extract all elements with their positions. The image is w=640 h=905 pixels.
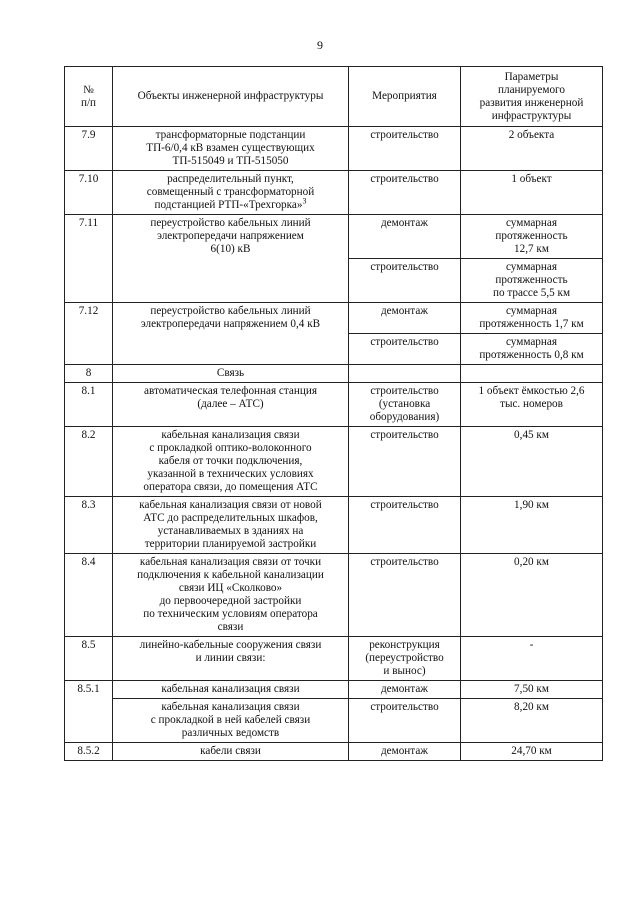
row-param: 7,50 км: [461, 681, 603, 699]
section-title: Связь: [113, 365, 349, 383]
row-object-text: распределительный пункт, совмещенный с трансформаторной подстанцией РТП-«Трехгорка»: [146, 173, 315, 211]
row-param: 2 объекта: [461, 127, 603, 171]
row-object: кабельная канализация связи: [113, 681, 349, 699]
row-param: 1 объект ёмкостью 2,6 тыс. номеров: [461, 383, 603, 427]
row-measure: строительство: [349, 127, 461, 171]
row-param: суммарная протяженность 0,8 км: [461, 334, 603, 365]
row-measure: строительство: [349, 334, 461, 365]
table-row: [65, 699, 603, 743]
page-number: 9: [317, 38, 323, 52]
row-param: 8,20 км: [461, 699, 603, 743]
table-header-row: [65, 67, 603, 127]
row-object: кабельная канализация связи от новой АТС до распределительных шкафов, устанавливаемых в зданиях на территории планируемой застройки: [113, 497, 349, 554]
row-object: кабели связи: [113, 743, 349, 761]
table-row: [65, 681, 603, 699]
row-measure: [349, 365, 461, 383]
row-object: кабельная канализация связи с прокладкой оптико-волоконного кабеля от точки подключения, указанной в технических условиях оператора связи, до помещения АТС: [113, 427, 349, 497]
table-row: [65, 427, 603, 497]
row-measure: строительство: [349, 171, 461, 215]
section-row: [65, 365, 603, 383]
row-num: 7.12: [65, 303, 113, 365]
row-param: 24,70 км: [461, 743, 603, 761]
row-measure: демонтаж: [349, 743, 461, 761]
row-num: 7.11: [65, 215, 113, 303]
row-num: 7.10: [65, 171, 113, 215]
row-num: 7.9: [65, 127, 113, 171]
row-measure: строительство: [349, 427, 461, 497]
row-measure: строительство: [349, 259, 461, 303]
row-num: 8.3: [65, 497, 113, 554]
row-param: -: [461, 637, 603, 681]
row-num: 8: [65, 365, 113, 383]
row-measure: строительство: [349, 699, 461, 743]
row-object: линейно-кабельные сооружения связи и линии связи:: [113, 637, 349, 681]
row-param: суммарная протяженность 1,7 км: [461, 303, 603, 334]
row-num: 8.5: [65, 637, 113, 681]
row-measure: демонтаж: [349, 681, 461, 699]
table-row: [65, 215, 603, 259]
row-param: [461, 365, 603, 383]
row-object: [113, 171, 349, 215]
table-row: [65, 554, 603, 637]
row-param: суммарная протяженность по трассе 5,5 км: [461, 259, 603, 303]
row-object: трансформаторные подстанции ТП-6/0,4 кВ взамен существующих ТП-515049 и ТП-515050: [113, 127, 349, 171]
row-param: 1 объект: [461, 171, 603, 215]
header-params: Параметры планируемого развития инженерной инфраструктуры: [461, 67, 603, 127]
row-measure: реконструкция (переустройство и вынос): [349, 637, 461, 681]
row-measure: строительство: [349, 554, 461, 637]
row-measure: демонтаж: [349, 215, 461, 259]
row-num: 8.2: [65, 427, 113, 497]
row-object: переустройство кабельных линий электропередачи напряжением 0,4 кВ: [113, 303, 349, 365]
footnote-mark: 3: [302, 196, 307, 206]
row-object: автоматическая телефонная станция (далее – АТС): [113, 383, 349, 427]
row-object: переустройство кабельных линий электропередачи напряжением 6(10) кВ: [113, 215, 349, 303]
table-row: [65, 743, 603, 761]
table-row: [65, 303, 603, 334]
table-row: [65, 171, 603, 215]
header-measures: Мероприятия: [349, 67, 461, 127]
row-measure: строительство (установка оборудования): [349, 383, 461, 427]
row-num: 8.5.1: [65, 681, 113, 743]
row-param: 0,45 км: [461, 427, 603, 497]
row-measure: демонтаж: [349, 303, 461, 334]
row-object: кабельная канализация связи от точки подключения к кабельной канализации связи ИЦ «Сколково» до первоочередной застройки по техническим условиям оператора связи: [113, 554, 349, 637]
table-row: [65, 497, 603, 554]
table-row: [65, 383, 603, 427]
header-objects: Объекты инженерной инфраструктуры: [113, 67, 349, 127]
row-num: 8.4: [65, 554, 113, 637]
row-param: 0,20 км: [461, 554, 603, 637]
row-object: кабельная канализация связи с прокладкой в ней кабелей связи различных ведомств: [113, 699, 349, 743]
infrastructure-table: [64, 66, 603, 761]
header-num: № п/п: [65, 67, 113, 127]
row-param: 1,90 км: [461, 497, 603, 554]
row-num: 8.1: [65, 383, 113, 427]
row-measure: строительство: [349, 497, 461, 554]
table-row: [65, 127, 603, 171]
row-num: 8.5.2: [65, 743, 113, 761]
table-row: [65, 637, 603, 681]
row-param: суммарная протяженность 12,7 км: [461, 215, 603, 259]
